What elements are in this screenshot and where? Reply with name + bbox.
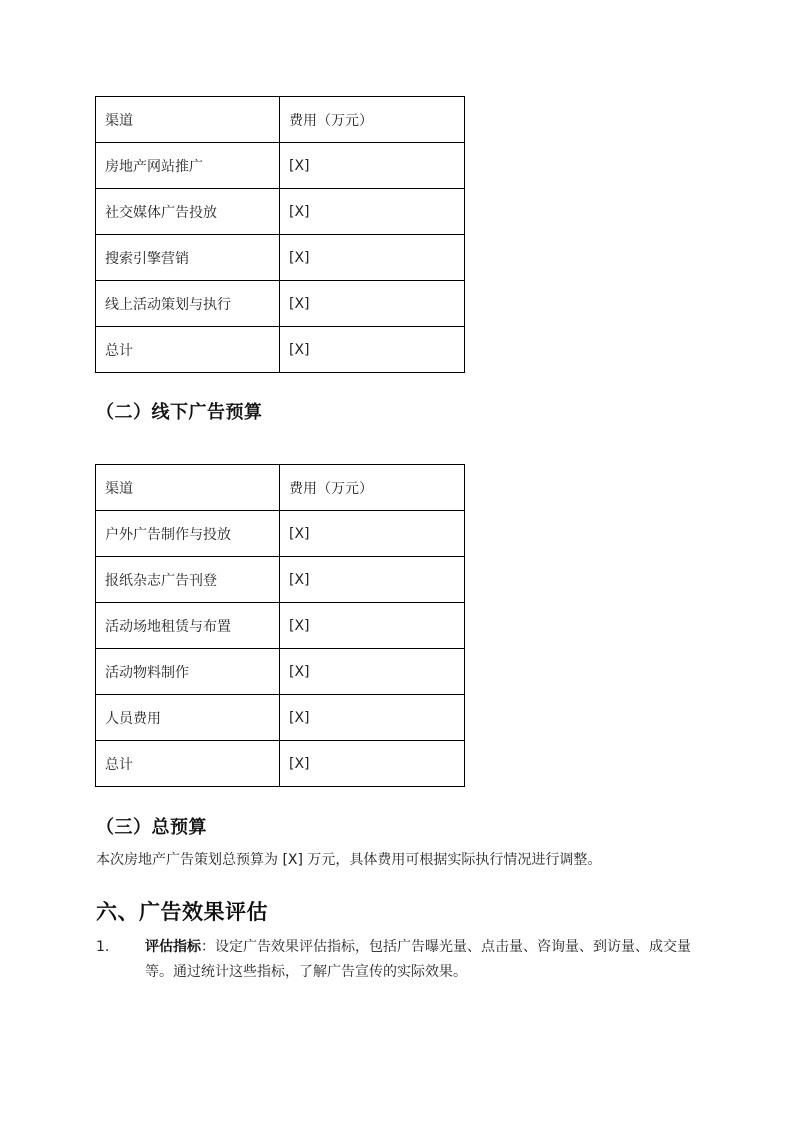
- cost-cell: [X]: [280, 557, 465, 603]
- offline-table-body: [96, 465, 465, 787]
- channel-cell: 人员费用: [96, 695, 280, 741]
- table-row: [96, 695, 465, 741]
- table-total-row: [96, 327, 465, 373]
- channel-cell: 报纸杂志广告刊登: [96, 557, 280, 603]
- offline-budget-table: [95, 464, 465, 787]
- table-row: [96, 281, 465, 327]
- channel-cell: 社交媒体广告投放: [96, 189, 280, 235]
- total-budget-heading: （三）总预算: [96, 817, 207, 838]
- table-row: [96, 189, 465, 235]
- cost-cell: [X]: [280, 649, 465, 695]
- total-cost-cell: [X]: [280, 327, 465, 373]
- table-row: [96, 603, 465, 649]
- cost-cell: [X]: [280, 235, 465, 281]
- channel-cell: 房地产网站推广: [96, 143, 280, 189]
- online-budget-table: [95, 96, 465, 373]
- channel-cell: 户外广告制作与投放: [96, 511, 280, 557]
- list-item-label: 评估指标: [145, 939, 201, 955]
- header-cost: 费用（万元）: [280, 97, 465, 143]
- chapter-title-ad-evaluation: 六、广告效果评估: [96, 900, 268, 924]
- list-item-text: ：设定广告效果评估指标，包括广告曝光量、点击量、咨询量、到访量、成交量等。通过统计这些指标，了解广告宣传的实际效果。: [145, 939, 691, 980]
- cost-cell: [X]: [280, 603, 465, 649]
- table-row: [96, 143, 465, 189]
- table-row: [96, 557, 465, 603]
- table-row: [96, 511, 465, 557]
- cost-cell: [X]: [280, 189, 465, 235]
- table-total-row: [96, 741, 465, 787]
- channel-cell: 搜索引擎营销: [96, 235, 280, 281]
- table-header-row: [96, 465, 465, 511]
- header-channel: 渠道: [96, 465, 280, 511]
- table-row: [96, 235, 465, 281]
- cost-cell: [X]: [280, 143, 465, 189]
- header-cost: 费用（万元）: [280, 465, 465, 511]
- cost-cell: [X]: [280, 281, 465, 327]
- table-row: [96, 649, 465, 695]
- list-item: [96, 935, 706, 985]
- total-label-cell: 总计: [96, 327, 280, 373]
- cost-cell: [X]: [280, 695, 465, 741]
- channel-cell: 活动场地租赁与布置: [96, 603, 280, 649]
- cost-cell: [X]: [280, 511, 465, 557]
- channel-cell: 线上活动策划与执行: [96, 281, 280, 327]
- total-cost-cell: [X]: [280, 741, 465, 787]
- total-budget-paragraph: 本次房地产广告策划总预算为 [X] 万元，具体费用可根据实际执行情况进行调整。: [96, 852, 602, 868]
- header-channel: 渠道: [96, 97, 280, 143]
- channel-cell: 活动物料制作: [96, 649, 280, 695]
- offline-budget-heading: （二）线下广告预算: [96, 402, 263, 423]
- list-item-content: [145, 935, 706, 985]
- online-table-body: [96, 97, 465, 373]
- table-header-row: [96, 97, 465, 143]
- list-item-number: 1.: [96, 939, 110, 955]
- total-label-cell: 总计: [96, 741, 280, 787]
